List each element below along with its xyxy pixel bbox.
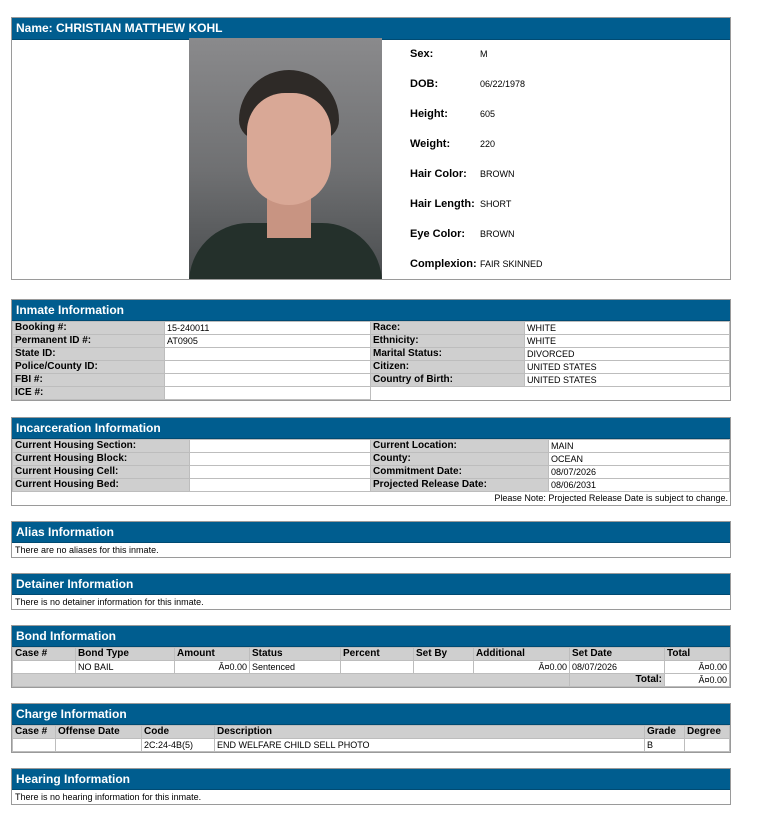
bond-column-header: Bond Type: [76, 648, 175, 661]
charge-cell: B: [645, 739, 685, 752]
info-value: [190, 453, 371, 466]
info-row: [13, 453, 730, 466]
info-value: UNITED STATES: [525, 361, 730, 374]
detail-label: Hair Color:: [410, 168, 467, 180]
info-value: [525, 387, 730, 400]
info-value: MAIN: [549, 440, 730, 453]
detail-row: [410, 258, 730, 270]
info-value: WHITE: [525, 335, 730, 348]
info-value: [165, 387, 371, 400]
info-value: [190, 466, 371, 479]
info-row: [13, 374, 730, 387]
bond-column-header: Set By: [414, 648, 474, 661]
inmate-photo: [189, 38, 382, 279]
info-label: Country of Birth:: [371, 374, 525, 387]
info-value: UNITED STATES: [525, 374, 730, 387]
detail-value: SHORT: [480, 199, 512, 209]
alias-message: There are no aliases for this inmate.: [15, 545, 159, 555]
detail-label: Weight:: [410, 138, 451, 150]
inmate-information-section: [11, 299, 731, 401]
bond-total-value: Â¤0.00: [665, 674, 730, 687]
info-label: County:: [371, 453, 549, 466]
info-row: [13, 348, 730, 361]
info-value: 08/07/2026: [549, 466, 730, 479]
hearing-message: There is no hearing information for this inmate.: [15, 792, 202, 802]
info-value: OCEAN: [549, 453, 730, 466]
bond-row: [13, 661, 730, 674]
bond-column-header: Amount: [175, 648, 250, 661]
detail-label: Sex:: [410, 48, 434, 60]
release-date-note: Please Note: Projected Release Date is subject to change.: [494, 493, 728, 503]
info-label: Marital Status:: [371, 348, 525, 361]
name-header: Name: CHRISTIAN MATTHEW KOHL: [12, 18, 730, 40]
info-value: AT0905: [165, 335, 371, 348]
charge-column-header: Code: [142, 726, 215, 739]
info-value: [190, 479, 371, 492]
bond-total-label: Total:: [570, 674, 665, 687]
detail-value: BROWN: [480, 169, 515, 179]
info-label: Race:: [371, 322, 525, 335]
info-row: [13, 466, 730, 479]
info-label: Current Location:: [371, 440, 549, 453]
bond-total-row: [13, 674, 730, 687]
charge-row: [13, 739, 730, 752]
detail-label: Height:: [410, 108, 448, 120]
detail-label: Eye Color:: [410, 228, 466, 240]
incarceration-information-table: [12, 439, 730, 492]
inmate-information-table: [12, 321, 730, 400]
info-value: [165, 374, 371, 387]
detainer-information-header: Detainer Information: [12, 574, 730, 595]
detail-value: 605: [480, 109, 496, 119]
info-row: [13, 335, 730, 348]
info-value: [190, 440, 371, 453]
bond-column-header: Total: [665, 648, 730, 661]
info-label: ICE #:: [13, 387, 165, 400]
bond-cell: [414, 661, 474, 674]
info-label: Current Housing Section:: [13, 440, 190, 453]
info-label: Current Housing Cell:: [13, 466, 190, 479]
detail-row: [410, 138, 730, 150]
detail-row: [410, 78, 730, 90]
bond-table: [12, 647, 730, 687]
detail-value: 220: [480, 139, 496, 149]
detainer-information-section: [11, 573, 731, 610]
name-section: [11, 17, 731, 280]
charge-column-header: Case #: [13, 726, 56, 739]
bond-column-header: Case #: [13, 648, 76, 661]
bond-information-section: [11, 625, 731, 688]
info-label: Ethnicity:: [371, 335, 525, 348]
info-label: Projected Release Date:: [371, 479, 549, 492]
charge-column-header: Description: [215, 726, 645, 739]
incarceration-information-section: [11, 417, 731, 506]
charge-table: [12, 725, 730, 752]
info-label: Permanent ID #:: [13, 335, 165, 348]
bond-cell: 08/07/2026: [570, 661, 665, 674]
charge-cell: [56, 739, 142, 752]
info-row: [13, 387, 730, 400]
info-value: WHITE: [525, 322, 730, 335]
detail-label: Complexion:: [410, 258, 477, 270]
bond-cell: NO BAIL: [76, 661, 175, 674]
info-label: Current Housing Bed:: [13, 479, 190, 492]
detail-label: DOB:: [410, 78, 439, 90]
bond-cell: [341, 661, 414, 674]
charge-column-header: Grade: [645, 726, 685, 739]
detail-value: BROWN: [480, 229, 515, 239]
alias-information-header: Alias Information: [12, 522, 730, 543]
detail-value: FAIR SKINNED: [480, 259, 543, 269]
info-value: [165, 361, 371, 374]
charge-cell: [13, 739, 56, 752]
bond-cell: Â¤0.00: [474, 661, 570, 674]
detail-value: 06/22/1978: [480, 79, 526, 89]
detail-row: [410, 168, 730, 180]
detail-row: [410, 228, 730, 240]
charge-cell: 2C:24-4B(5): [142, 739, 215, 752]
info-label: FBI #:: [13, 374, 165, 387]
info-label: Police/County ID:: [13, 361, 165, 374]
info-row: [13, 361, 730, 374]
bond-cell: Â¤0.00: [665, 661, 730, 674]
info-value: 08/06/2031: [549, 479, 730, 492]
detail-value: M: [480, 49, 488, 59]
info-label: Commitment Date:: [371, 466, 549, 479]
bond-total-spacer: [13, 674, 570, 687]
charge-cell: END WELFARE CHILD SELL PHOTO: [215, 739, 645, 752]
detail-row: [410, 198, 730, 210]
bond-column-header: Percent: [341, 648, 414, 661]
charge-information-header: Charge Information: [12, 704, 730, 725]
charge-cell: [685, 739, 730, 752]
detail-row: [410, 108, 730, 120]
hearing-information-header: Hearing Information: [12, 769, 730, 790]
detail-label: Hair Length:: [410, 198, 475, 210]
charge-header-row: [13, 726, 730, 739]
info-row: [13, 322, 730, 335]
info-label: Citizen:: [371, 361, 525, 374]
charge-column-header: Offense Date: [56, 726, 142, 739]
info-value: DIVORCED: [525, 348, 730, 361]
bond-column-header: Status: [250, 648, 341, 661]
alias-information-section: [11, 521, 731, 558]
info-value: 15-240011: [165, 322, 371, 335]
bond-information-header: Bond Information: [12, 626, 730, 647]
charge-information-section: [11, 703, 731, 753]
incarceration-information-header: Incarceration Information: [12, 418, 730, 439]
info-row: [13, 440, 730, 453]
charge-column-header: Degree: [685, 726, 730, 739]
detainer-message: There is no detainer information for this inmate.: [15, 597, 204, 607]
info-label: [371, 387, 525, 400]
bond-header-row: [13, 648, 730, 661]
bond-column-header: Set Date: [570, 648, 665, 661]
info-label: Current Housing Block:: [13, 453, 190, 466]
bond-cell: Â¤0.00: [175, 661, 250, 674]
inmate-information-header: Inmate Information: [12, 300, 730, 321]
info-label: Booking #:: [13, 322, 165, 335]
info-label: State ID:: [13, 348, 165, 361]
bond-cell: Sentenced: [250, 661, 341, 674]
bond-cell: [13, 661, 76, 674]
detail-row: [410, 48, 730, 60]
info-value: [165, 348, 371, 361]
bond-column-header: Additional: [474, 648, 570, 661]
hearing-information-section: [11, 768, 731, 805]
info-row: [13, 479, 730, 492]
